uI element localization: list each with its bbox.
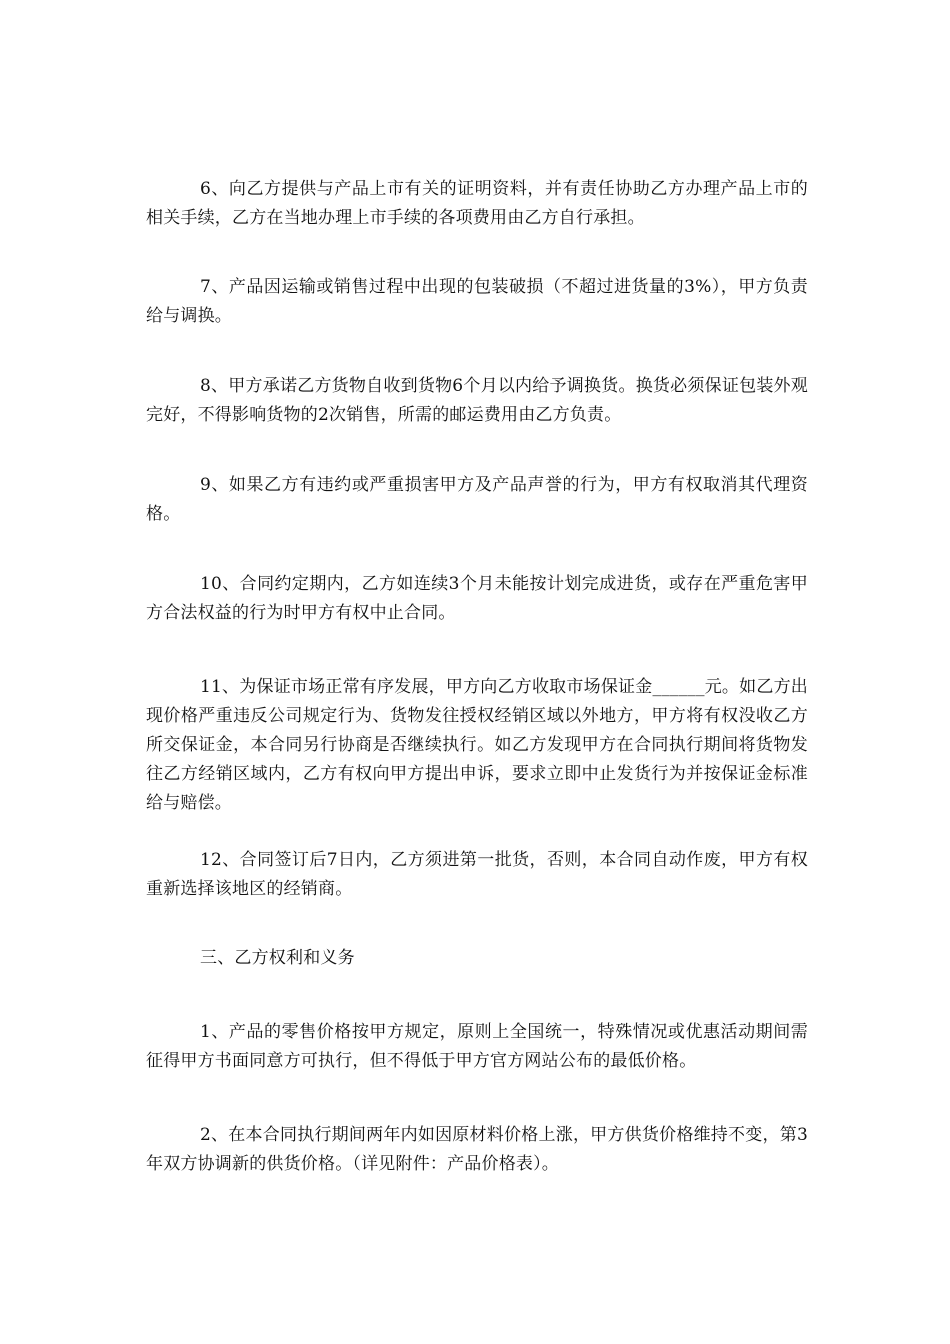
section-heading: 三、乙方权利和义务 <box>200 948 355 968</box>
clause-b1: 1、产品的零售价格按甲方规定，原则上全国统一，特殊情况或优惠活动期间需征得甲方书面同意方可执行，但不得低于甲方官方网站公布的最低价格。 <box>146 1022 808 1071</box>
clause-8: 8、甲方承诺乙方货物自收到货物6个月以内给予调换货。换货必须保证包装外观完好，不得影响货物的2次销售，所需的邮运费用由乙方负责。 <box>146 376 808 425</box>
clause-9: 9、如果乙方有违约或严重损害甲方及产品声誉的行为，甲方有权取消其代理资格。 <box>146 475 808 524</box>
clause-7: 7、产品因运输或销售过程中出现的包装破损（不超过进货量的3%），甲方负责给与调换。 <box>146 277 808 326</box>
clause-b2: 2、在本合同执行期间两年内如因原材料价格上涨，甲方供货价格维持不变，第3年双方协调新的供货价格。（详见附件：产品价格表）。 <box>146 1125 808 1174</box>
clause-11: 11、为保证市场正常有序发展，甲方向乙方收取市场保证金______元。如乙方出现价格严重违反公司规定行为、货物发往授权经销区域以外地方，甲方将有权没收乙方所交保证金，本合同另行协商是否继续执行。如乙方发现甲方在合同执行期间将货物发往乙方经销区域内，乙方有权向甲方提出申诉，要求立即中止发货行为并按保证金标准给与赔偿。 <box>146 677 808 813</box>
clause-10: 10、合同约定期内，乙方如连续3个月未能按计划完成进货，或存在严重危害甲方合法权益的行为时甲方有权中止合同。 <box>146 574 808 623</box>
clause-6: 6、向乙方提供与产品上市有关的证明资料，并有责任协助乙方办理产品上市的相关手续，乙方在当地办理上市手续的各项费用由乙方自行承担。 <box>146 179 808 228</box>
clause-12: 12、合同签订后7日内，乙方须进第一批货，否则，本合同自动作废，甲方有权重新选择该地区的经销商。 <box>146 850 808 899</box>
